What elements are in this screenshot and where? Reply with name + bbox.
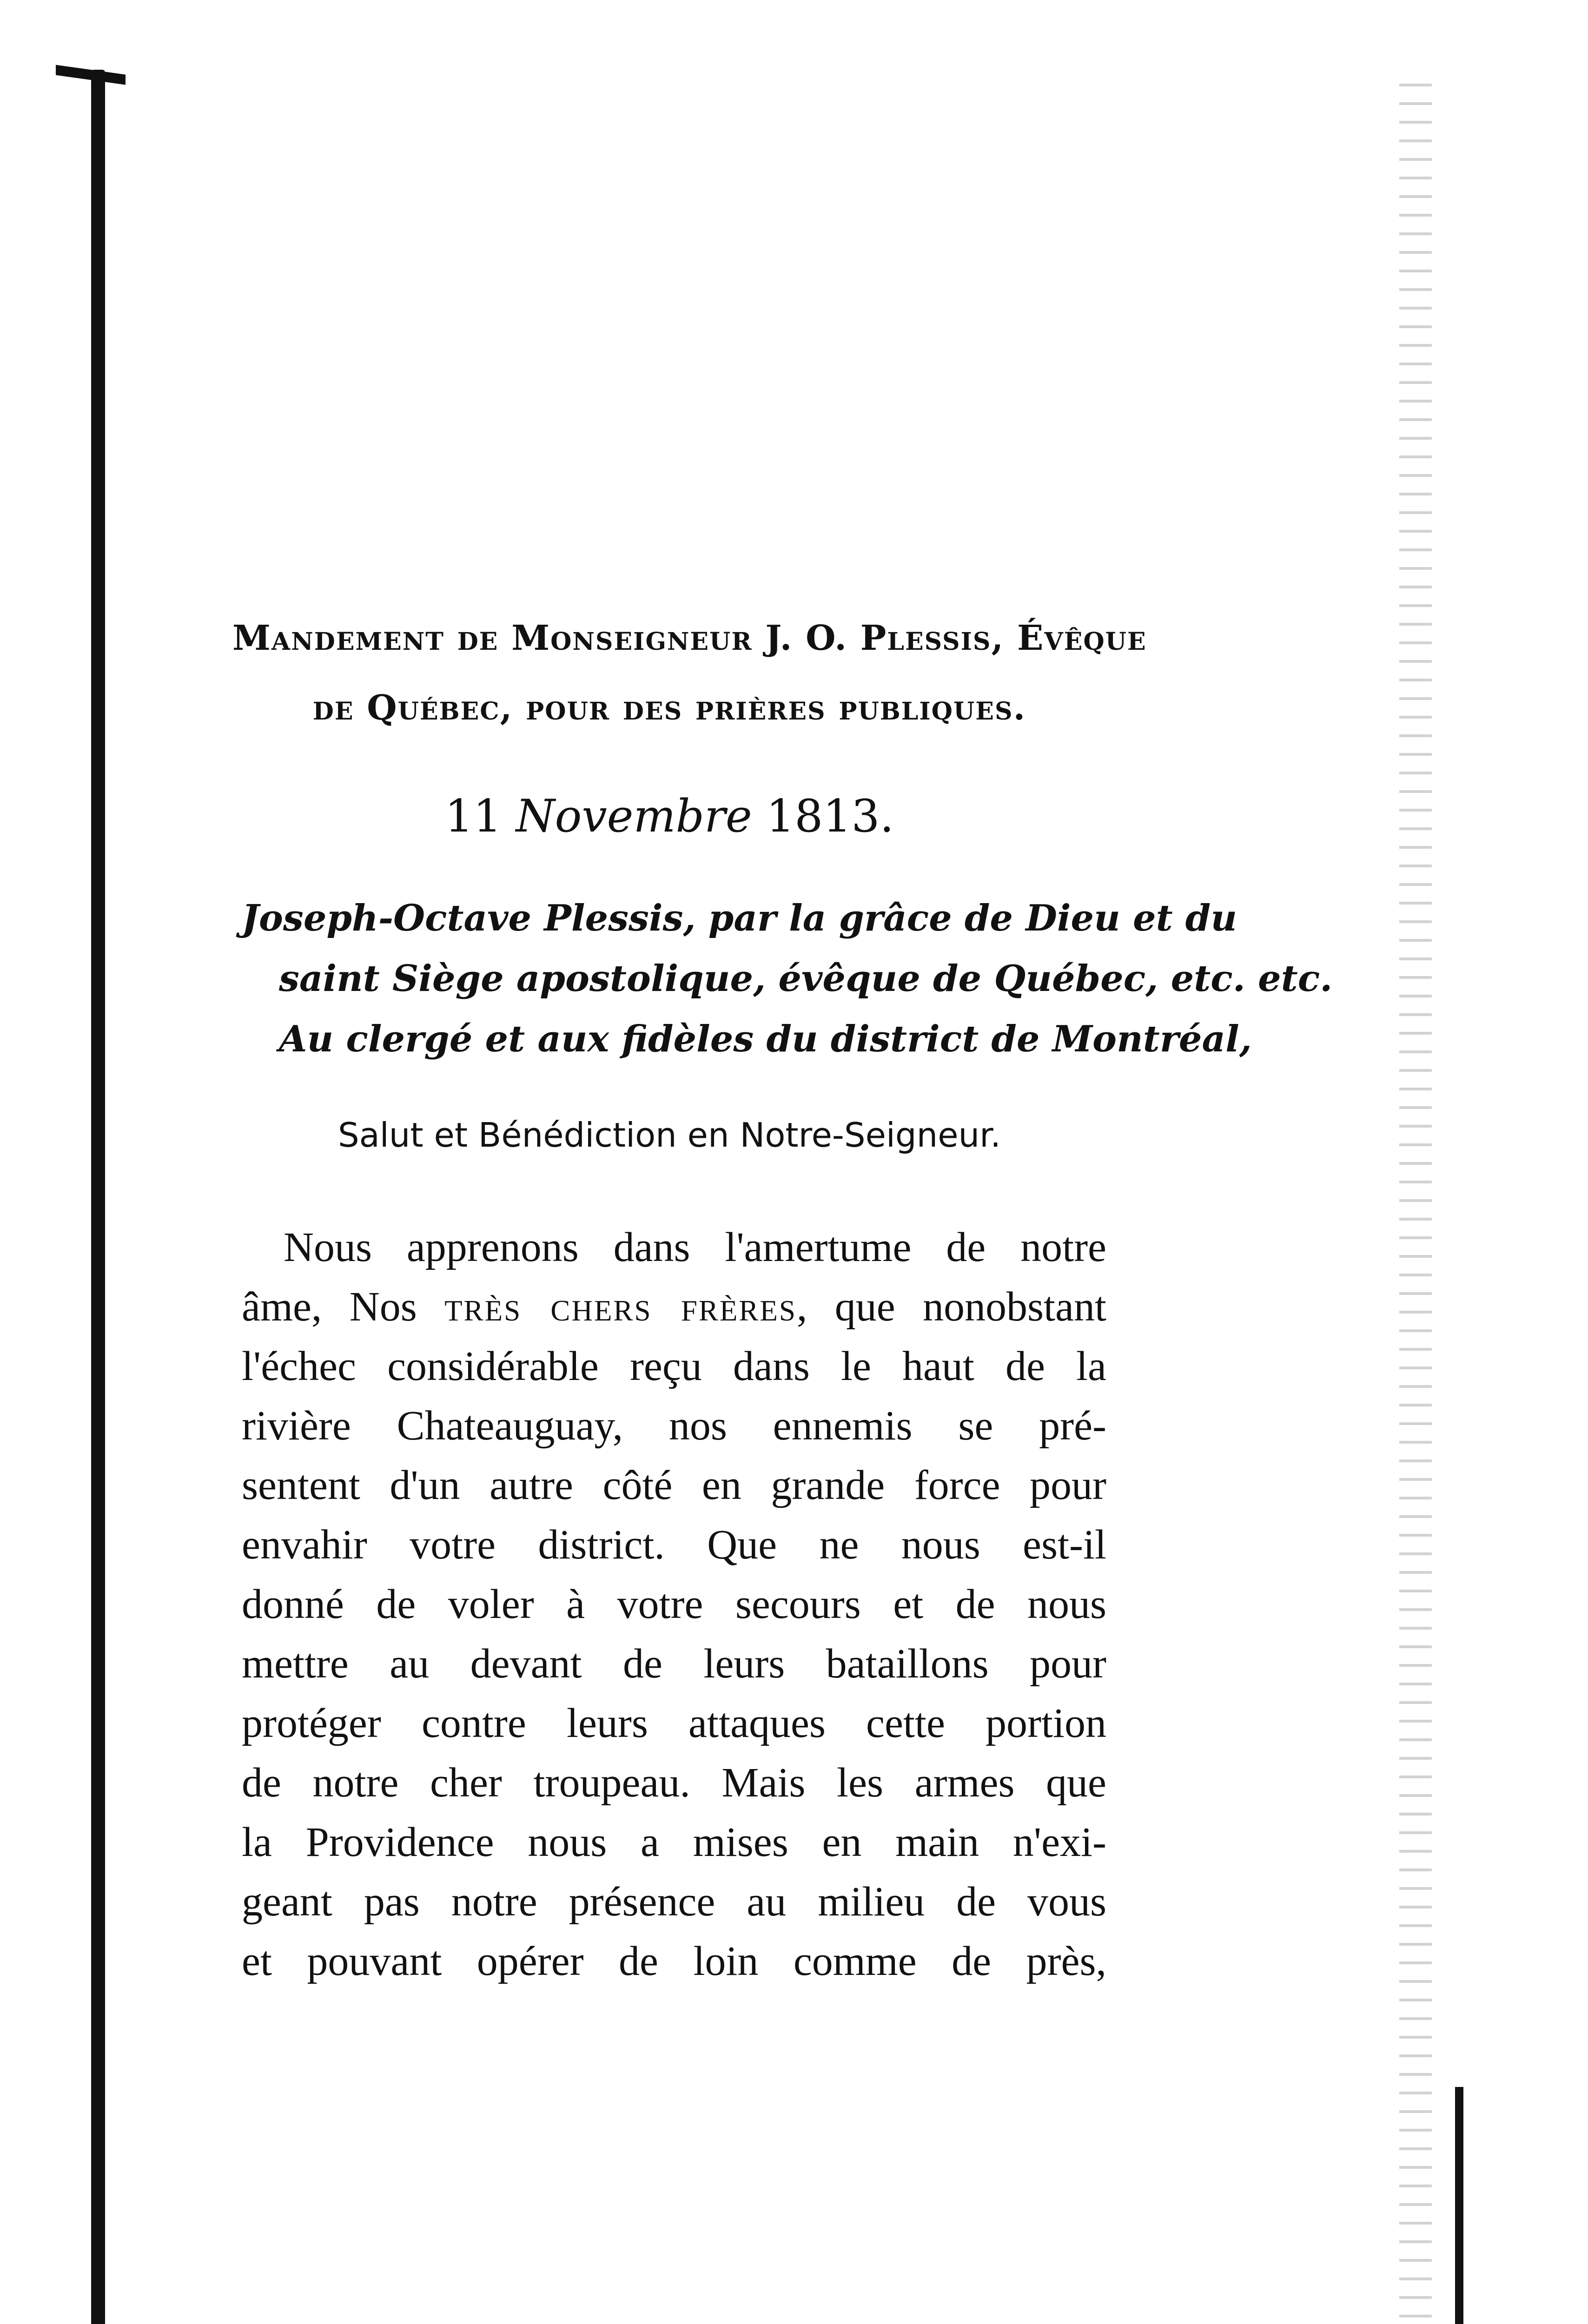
address-line-2: saint Siège apostolique, évêque de Québec, etc. etc. (279, 957, 1333, 1000)
title-line-2: de Québec, pour des prières publiques. (312, 688, 1026, 728)
body-line-1: Nous apprenons dans l'amertume de notre (284, 1224, 1106, 1270)
body-line-10: de notre cher troupeau. Mais les armes que (242, 1760, 1106, 1806)
body-line-7: donné de voler à votre secours et de nous (242, 1581, 1106, 1627)
body-line-6: envahir votre district. Que ne nous est-il (242, 1522, 1106, 1568)
binding-rule-hook (56, 65, 126, 85)
address-line-1: Joseph-Octave Plessis, par la grâce de Dieu et du (242, 897, 1237, 939)
salutation: Salut et Bénédiction en Notre-Seigneur. (337, 1116, 1001, 1155)
body-line-4: rivière Chateauguay, nos ennemis se pré- (242, 1403, 1106, 1449)
date-line (232, 790, 1106, 842)
body-line-12: geant pas notre présence au milieu de vous (242, 1879, 1106, 1925)
date-day: 11 (444, 790, 502, 842)
title-line-1: Mandement de Monseigneur J. O. Plessis, Évêque (232, 618, 1147, 658)
body-paragraph (242, 1218, 1106, 1991)
page-edge-bar (1455, 2087, 1463, 2324)
body-line-11: la Providence nous a mises en main n'exi- (242, 1819, 1106, 1865)
body-line-5: sentent d'un autre côté en grande force pour (242, 1462, 1106, 1508)
address-line-3: Au clergé et aux fidèles du district de Montréal, (279, 1018, 1252, 1060)
body-line-2-start: âme, Nos (242, 1284, 417, 1330)
body-line-2-end: , que nonobstant (796, 1284, 1106, 1330)
body-line-13: et pouvant opérer de loin comme de près, (242, 1938, 1106, 1984)
page-edge-marks (1399, 84, 1432, 2324)
body-line-3: l'échec considérable reçu dans le haut de la (242, 1343, 1106, 1389)
body-line-2-smallcaps: très chers frères (444, 1284, 797, 1330)
body-line-2 (242, 1277, 1106, 1337)
body-line-9: protéger contre leurs attaques cette portion (242, 1700, 1106, 1746)
date-month: Novembre (516, 790, 752, 842)
body-line-8: mettre au devant de leurs bataillons pour (242, 1641, 1106, 1687)
date-year: 1813. (766, 790, 894, 842)
binding-rule (91, 70, 105, 2324)
